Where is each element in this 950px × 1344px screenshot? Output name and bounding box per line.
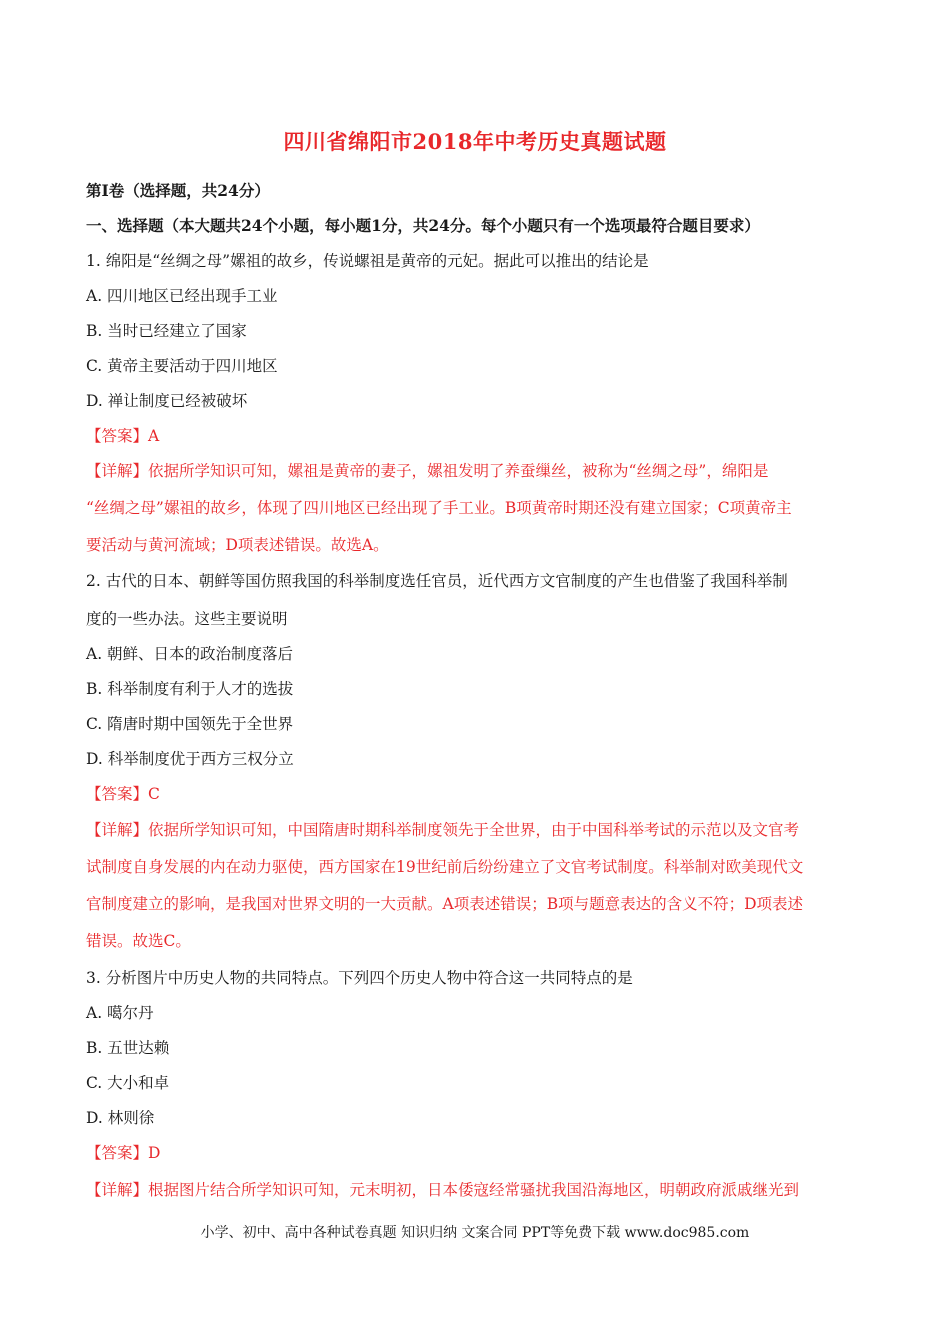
q3-option-c: C. 大小和卓	[86, 1074, 170, 1092]
q3-option-a: A. 噶尔丹	[86, 1004, 154, 1022]
q2-answer: 【答案】C	[86, 785, 160, 803]
q2-option-b: B. 科举制度有利于人才的选拔	[86, 680, 294, 698]
q2-stem-line: 2. 古代的日本、朝鲜等国仿照我国的科举制度选任官员，近代西方文官制度的产生也借鉴了我国科举制	[86, 572, 788, 590]
q3-explanation-line: 【详解】根据图片结合所学知识可知，元末明初，日本倭寇经常骚扰我国沿海地区，明朝政府派戚继光到	[86, 1181, 800, 1199]
q1-stem: 1. 绵阳是“丝绸之母”嫘祖的故乡，传说螺祖是黄帝的元妃。据此可以推出的结论是	[86, 252, 649, 270]
q2-explanation-line: 官制度建立的影响，是我国对世界文明的一大贡献。A项表述错误；B项与题意表达的含义不符；D项表述	[86, 895, 804, 913]
q2-option-a: A. 朝鲜、日本的政治制度落后	[86, 645, 294, 663]
q1-explanation-line: 【详解】依据所学知识可知，嫘祖是黄帝的妻子，嫘祖发明了养蚕缫丝，被称为“丝绸之母”，绵阳是	[86, 462, 769, 480]
q2-option-d: D. 科举制度优于西方三权分立	[86, 750, 294, 768]
q1-answer: 【答案】A	[86, 427, 160, 445]
q2-explanation-line: 错误。故选C。	[86, 932, 191, 950]
q1-option-a: A. 四川地区已经出现手工业	[86, 287, 278, 305]
q3-stem: 3. 分析图片中历史人物的共同特点。下列四个历史人物中符合这一共同特点的是	[86, 969, 633, 987]
q2-explanation-line: 【详解】依据所学知识可知，中国隋唐时期科举制度领先于全世界，由于中国科举考试的示范以及文官考	[86, 821, 800, 839]
q2-stem-line: 度的一些办法。这些主要说明	[86, 610, 288, 628]
part-heading: 一、选择题（本大题共24个小题，每小题1分，共24分。每个小题只有一个选项最符合题目要求）	[86, 216, 760, 235]
q2-option-c: C. 隋唐时期中国领先于全世界	[86, 715, 294, 733]
q2-explanation-line: 试制度自身发展的内在动力驱使，西方国家在19世纪前后纷纷建立了文官考试制度。科举制对欧美现代文	[86, 858, 804, 876]
q3-option-d: D. 林则徐	[86, 1109, 155, 1127]
q1-option-d: D. 禅让制度已经被破坏	[86, 392, 248, 410]
q3-answer: 【答案】D	[86, 1144, 161, 1162]
q1-option-b: B. 当时已经建立了国家	[86, 322, 247, 340]
q3-option-b: B. 五世达赖	[86, 1039, 170, 1057]
q1-option-c: C. 黄帝主要活动于四川地区	[86, 357, 278, 375]
page-footer: 小学、初中、高中各种试卷真题 知识归纳 文案合同 PPT等免费下载 www.doc985.com	[200, 1225, 750, 1241]
q1-explanation-line: 要活动与黄河流域；D项表述错误。故选A。	[86, 536, 389, 554]
section-heading: 第Ⅰ卷（选择题，共24分）	[86, 181, 270, 200]
page-title: 四川省绵阳市2018年中考历史真题试题	[283, 129, 667, 154]
q1-explanation-line: “丝绸之母”嫘祖的故乡，体现了四川地区已经出现了手工业。B项黄帝时期还没有建立国家；C项黄帝主	[86, 499, 792, 517]
